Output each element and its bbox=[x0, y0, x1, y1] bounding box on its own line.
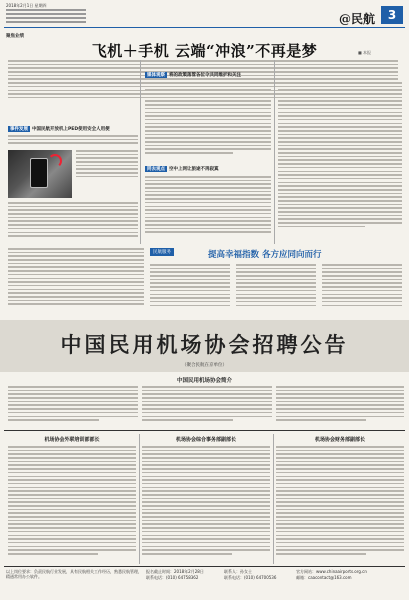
feature-tag: 民航服务 bbox=[150, 248, 174, 256]
subhead-media: 媒体观察 将的政策落管各位令共同维护和关注 bbox=[147, 73, 241, 78]
footer-rule bbox=[4, 566, 405, 567]
section-rule bbox=[4, 430, 405, 431]
wifi-icon bbox=[48, 154, 62, 168]
column-rule bbox=[139, 434, 140, 564]
column-rule bbox=[140, 60, 141, 244]
article-text bbox=[8, 202, 138, 244]
recruitment-title: 中国民用机场协会招聘公告 bbox=[60, 332, 349, 357]
article-text bbox=[322, 264, 402, 316]
masthead-lines bbox=[6, 9, 86, 25]
subhead-tag: 媒体观察 bbox=[147, 73, 165, 78]
article-text bbox=[145, 82, 271, 162]
phone-icon bbox=[30, 158, 48, 188]
intro-text bbox=[8, 386, 138, 426]
intro-text bbox=[142, 386, 272, 426]
article-text bbox=[8, 248, 144, 316]
footer-deadline: 报名截止时间：2018年2月28日 bbox=[146, 569, 204, 574]
footer-website: 官方网站：www.chinaairports.org.cn bbox=[296, 569, 367, 574]
subhead-event: 事件发展 中国民航开放机上PED使用安全人用便 bbox=[10, 127, 110, 132]
article-text bbox=[236, 264, 316, 316]
article-text bbox=[8, 135, 138, 149]
page-header bbox=[4, 2, 405, 28]
feature-title: 提高幸福指数 各方应同向而行 bbox=[208, 250, 322, 260]
job-requirements bbox=[8, 446, 136, 564]
recruit-footer bbox=[4, 569, 405, 589]
footer-requirements: 以上岗位要求：负责民航行业发展，具有民航相关工作经历，熟悉民航管理，精通常用办公软件。 bbox=[6, 569, 142, 579]
footer-phone-2: 联系电话：(010) 64700536 bbox=[224, 575, 277, 580]
article-text bbox=[76, 150, 138, 186]
job-requirements bbox=[276, 446, 404, 564]
section-label: 聚焦业绩 bbox=[6, 34, 24, 39]
subhead-view: 同去观点 空中上网让旅途不再寂寞 bbox=[147, 167, 219, 172]
footer-contact: 联系人：孙女士 bbox=[224, 569, 252, 574]
footer-email: 邮箱：caacontact@163.com bbox=[296, 575, 352, 580]
page-number: 3 bbox=[381, 6, 403, 24]
job-requirements bbox=[142, 446, 270, 564]
job-title-outreach: 机场协会外联培训部部长 bbox=[44, 437, 100, 443]
issue-date: 2018年2月1日 星期四 bbox=[6, 3, 47, 8]
section-brand: @民航 bbox=[338, 12, 375, 26]
association-intro-title: 中国民用机场协会简介 bbox=[176, 378, 232, 384]
feature-box bbox=[150, 248, 406, 260]
article-text bbox=[145, 176, 271, 244]
footer-phone-1: 联系电话：(010) 64758362 bbox=[146, 575, 199, 580]
subhead-tag: 事件发展 bbox=[10, 127, 28, 132]
header-rule bbox=[4, 27, 405, 28]
recruitment-subtitle: （聚合民航在京单位） bbox=[182, 363, 227, 368]
article-text bbox=[278, 82, 402, 244]
job-title-general-affairs: 机场协会综合事务部副部长 bbox=[175, 437, 236, 443]
article-text bbox=[150, 264, 230, 316]
intro-text bbox=[276, 386, 404, 426]
main-headline: 飞机＋手机 云端“冲浪”不再是梦 bbox=[91, 42, 318, 60]
column-rule bbox=[274, 60, 275, 244]
recruitment-banner bbox=[0, 320, 409, 372]
byline: ■ 本报 bbox=[357, 50, 371, 55]
job-title-finance: 机场协会财务部副部长 bbox=[314, 437, 365, 443]
column-rule bbox=[273, 434, 274, 564]
subhead-tag: 同去观点 bbox=[147, 167, 165, 172]
article-photo bbox=[8, 150, 72, 198]
